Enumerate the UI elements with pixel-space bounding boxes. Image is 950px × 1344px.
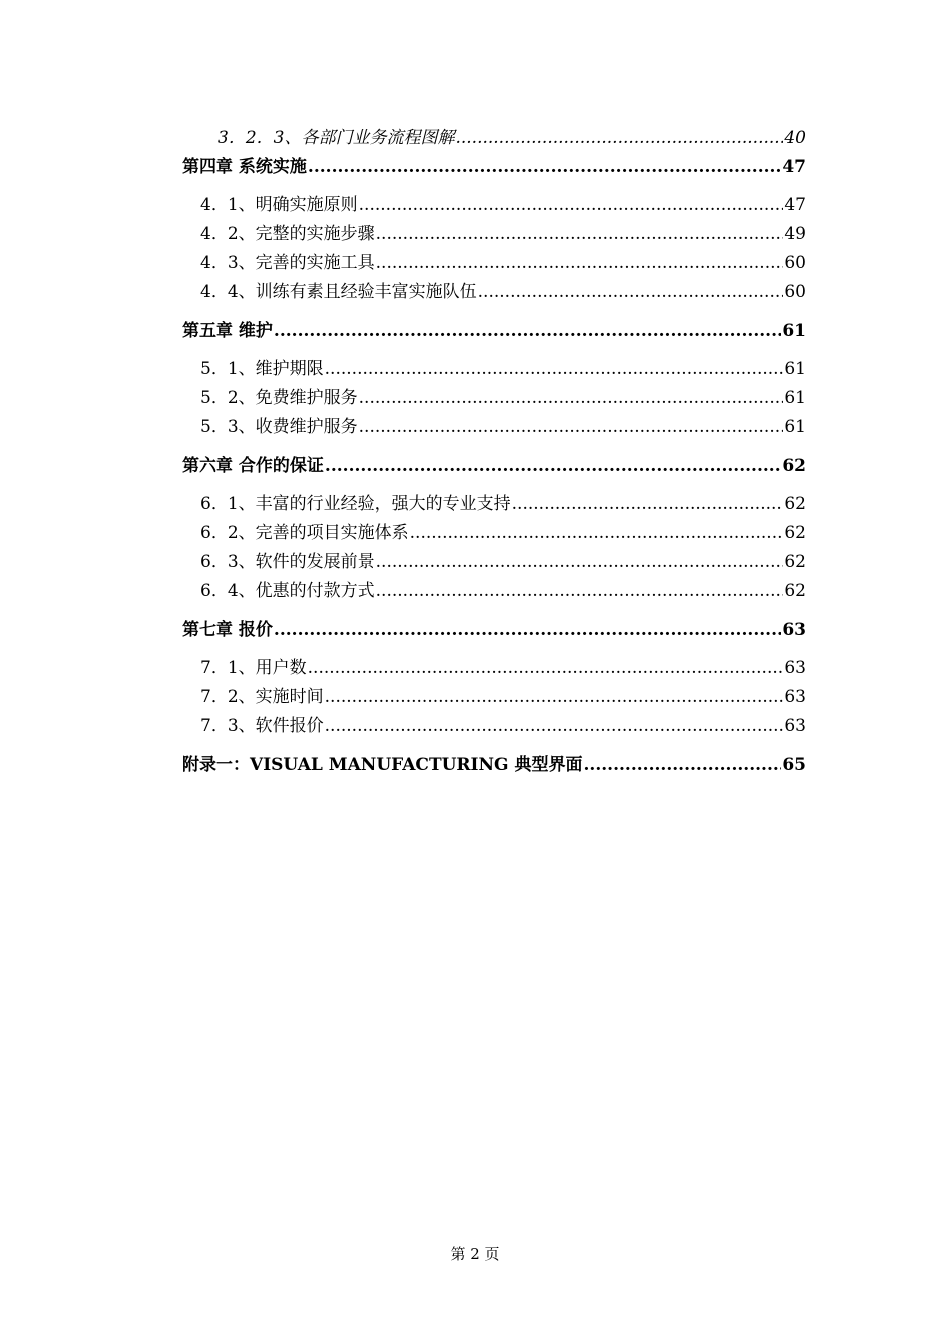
toc-entry-label: 第六章 合作的保证 <box>182 456 324 476</box>
toc-entry-label: 3．2．3、各部门业务流程图解 <box>218 128 455 148</box>
toc-entry-4-2[interactable] <box>182 220 806 249</box>
toc-page-number: 60 <box>784 253 806 273</box>
toc-entry-label: 7．1、用户数 <box>200 658 307 678</box>
dot-leader <box>325 355 784 384</box>
toc-entry-label: 5．3、收费维护服务 <box>200 417 358 437</box>
dot-leader <box>455 124 783 152</box>
toc-page-number: 63 <box>784 716 806 736</box>
dot-leader <box>410 519 784 548</box>
dot-leader <box>512 490 784 519</box>
toc-entry-label: 6．2、完善的项目实施体系 <box>200 523 409 543</box>
toc-page-number: 61 <box>784 388 806 408</box>
toc-page-number: 63 <box>784 687 806 707</box>
toc-appendix-1[interactable] <box>182 754 806 776</box>
toc-entry-label: 6．4、优惠的付款方式 <box>200 581 375 601</box>
toc-page-number: 62 <box>782 456 806 476</box>
toc-entry-label: 4．4、训练有素且经验丰富实施队伍 <box>200 282 477 302</box>
toc-entry-label: 第七章 报价 <box>182 620 273 640</box>
toc-page-number: 60 <box>784 282 806 302</box>
page-number-label: 第 2 页 <box>450 1245 500 1263</box>
toc-chapter-6[interactable] <box>182 455 806 477</box>
dot-leader <box>359 191 784 220</box>
toc-entry-4-1[interactable] <box>182 191 806 220</box>
toc-entry-5-2[interactable] <box>182 384 806 413</box>
toc-entry-6-2[interactable] <box>182 519 806 548</box>
toc-entry-label: 第五章 维护 <box>182 321 273 341</box>
toc-entry-6-1[interactable] <box>182 490 806 519</box>
toc-page-number: 62 <box>784 523 806 543</box>
toc-page-number: 61 <box>784 359 806 379</box>
dot-leader <box>359 413 784 442</box>
toc-entry-3-2-3[interactable] <box>182 124 806 152</box>
toc-page-number: 61 <box>784 417 806 437</box>
toc-page-number: 62 <box>784 581 806 601</box>
toc-entry-5-3[interactable] <box>182 413 806 442</box>
toc-entry-label: 6．1、丰富的行业经验，强大的专业支持 <box>200 494 511 514</box>
toc-chapter-5[interactable] <box>182 320 806 342</box>
dot-leader <box>376 577 784 606</box>
dot-leader <box>359 384 784 413</box>
toc-entry-7-3[interactable] <box>182 712 806 741</box>
toc-entry-6-3[interactable] <box>182 548 806 577</box>
toc-chapter-4[interactable] <box>182 156 806 178</box>
dot-leader <box>308 654 784 683</box>
dot-leader <box>308 156 781 178</box>
dot-leader <box>325 455 781 477</box>
dot-leader <box>583 754 781 776</box>
toc-entry-6-4[interactable] <box>182 577 806 606</box>
dot-leader <box>274 619 781 641</box>
toc-entry-4-4[interactable] <box>182 278 806 307</box>
toc-page-number: 47 <box>782 157 806 177</box>
toc-entry-label: 4．1、明确实施原则 <box>200 195 358 215</box>
toc-chapter-7[interactable] <box>182 619 806 641</box>
table-of-contents <box>182 124 806 789</box>
toc-entry-label: 4．2、完整的实施步骤 <box>200 224 375 244</box>
dot-leader <box>478 278 784 307</box>
dot-leader <box>376 220 784 249</box>
toc-page-number: 63 <box>784 658 806 678</box>
toc-entry-label: 7．2、实施时间 <box>200 687 324 707</box>
toc-entry-label: 6．3、软件的发展前景 <box>200 552 375 572</box>
toc-page-number: 49 <box>784 224 806 244</box>
toc-page-number: 47 <box>784 195 806 215</box>
toc-entry-label: 5．1、维护期限 <box>200 359 324 379</box>
toc-page-number: 40 <box>784 128 806 148</box>
dot-leader <box>376 249 784 278</box>
toc-entry-7-2[interactable] <box>182 683 806 712</box>
toc-entry-label: 7．3、软件报价 <box>200 716 324 736</box>
toc-page-number: 62 <box>784 552 806 572</box>
toc-entry-label: 附录一：VISUAL MANUFACTURING 典型界面 <box>182 755 583 775</box>
dot-leader <box>274 320 781 342</box>
toc-page-number: 62 <box>784 494 806 514</box>
toc-entry-label: 4．3、完善的实施工具 <box>200 253 375 273</box>
dot-leader <box>376 548 784 577</box>
dot-leader <box>325 712 784 741</box>
page-footer <box>0 1244 950 1264</box>
toc-entry-5-1[interactable] <box>182 355 806 384</box>
toc-entry-7-1[interactable] <box>182 654 806 683</box>
toc-entry-label: 5．2、免费维护服务 <box>200 388 358 408</box>
toc-page-number: 65 <box>782 755 806 775</box>
toc-page-number: 61 <box>782 321 806 341</box>
toc-entry-label: 第四章 系统实施 <box>182 157 307 177</box>
toc-page-number: 63 <box>782 620 806 640</box>
dot-leader <box>325 683 784 712</box>
toc-entry-4-3[interactable] <box>182 249 806 278</box>
